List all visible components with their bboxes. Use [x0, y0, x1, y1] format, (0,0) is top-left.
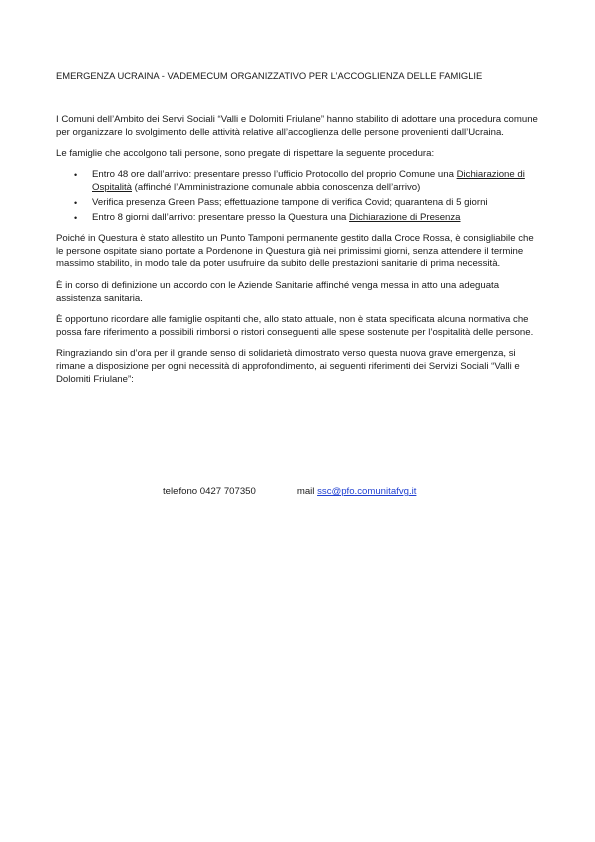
- procedure-item: [56, 212, 542, 225]
- procedure-text: (affinché l’Amministrazione comunale abbia conoscenza dell’arrivo): [132, 181, 421, 193]
- aziende-paragraph: È in corso di definizione un accordo con le Aziende Sanitarie affinché venga messa in atto una adeguata assistenza sanitaria.: [56, 279, 500, 304]
- procedure-item: [56, 169, 542, 195]
- rimborsi-paragraph: È opportuno ricordare alle famiglie ospitanti che, allo stato attuale, non è stata specificata alcuna normativa che possa fare riferimento a possibili rimborsi o ristori conseguenti alle spese sostenute per l’ospitalità delle persone.: [56, 313, 534, 338]
- questura-paragraph: Poiché in Questura è stato allestito un Punto Tamponi permanente gestito dalla Croce Rossa, è consigliabile che le persone ospitate siano portate a Pordenone in Questura già nei primissimi giorni, senza attendere il termine massimo stabilito, in modo tale da poter usufruire da subito delle prestazioni sanitarie di prima necessità.: [56, 232, 534, 270]
- dichiarazione-ospitalita-link[interactable]: Dichiarazione di Ospitalità: [92, 169, 525, 193]
- email-link[interactable]: ssc@pfo.comunitafvg.it: [317, 486, 417, 497]
- intro-paragraph: I Comuni dell’Ambito dei Servi Sociali “Valli e Dolomiti Friulane” hanno stabilito di adottare una procedura comune per organizzare lo svolgimento delle attività relative all’accoglienza delle persone provenienti dall’Ucraina.: [56, 113, 538, 138]
- procedure-item: [56, 197, 542, 210]
- procedure-list: [56, 169, 542, 224]
- bullet-icon: •: [74, 170, 78, 181]
- bullet-icon: •: [74, 212, 78, 223]
- procedure-text: Entro 48 ore dall’arrivo: presentare presso l’ufficio Protocollo del proprio Comune una: [92, 169, 457, 181]
- bullet-icon: •: [74, 197, 78, 208]
- procedure-text: Entro 8 giorni dall’arrivo: presentare presso la Questura una: [92, 211, 350, 223]
- phone-label: telefono 0427 707350: [163, 486, 256, 497]
- document-title: EMERGENZA UCRAINA - VADEMECUM ORGANIZZATIVO PER L’ACCOGLIENZA DELLE FAMIGLIE: [56, 70, 483, 81]
- document-body: [56, 70, 542, 395]
- dichiarazione-presenza-link[interactable]: Dichiarazione di Presenza: [349, 211, 461, 223]
- procedure-text: Verifica presenza Green Pass; effettuazione tampone di verifica Covid; quarantena di 5 giorni: [92, 196, 488, 208]
- contacts-line: [163, 486, 416, 499]
- closing-paragraph: Ringraziando sin d’ora per il grande senso di solidarietà dimostrato verso questa nuova grave emergenza, si rimane a disposizione per ogni necessità di approfondimento, ai seguenti riferimenti dei Servizi Sociali “Valli e Dolomiti Friulane”:: [56, 347, 520, 385]
- mail-label: mail: [296, 486, 318, 497]
- families-intro-paragraph: Le famiglie che accolgono tali persone, sono pregate di rispettare la seguente procedura:: [56, 147, 435, 159]
